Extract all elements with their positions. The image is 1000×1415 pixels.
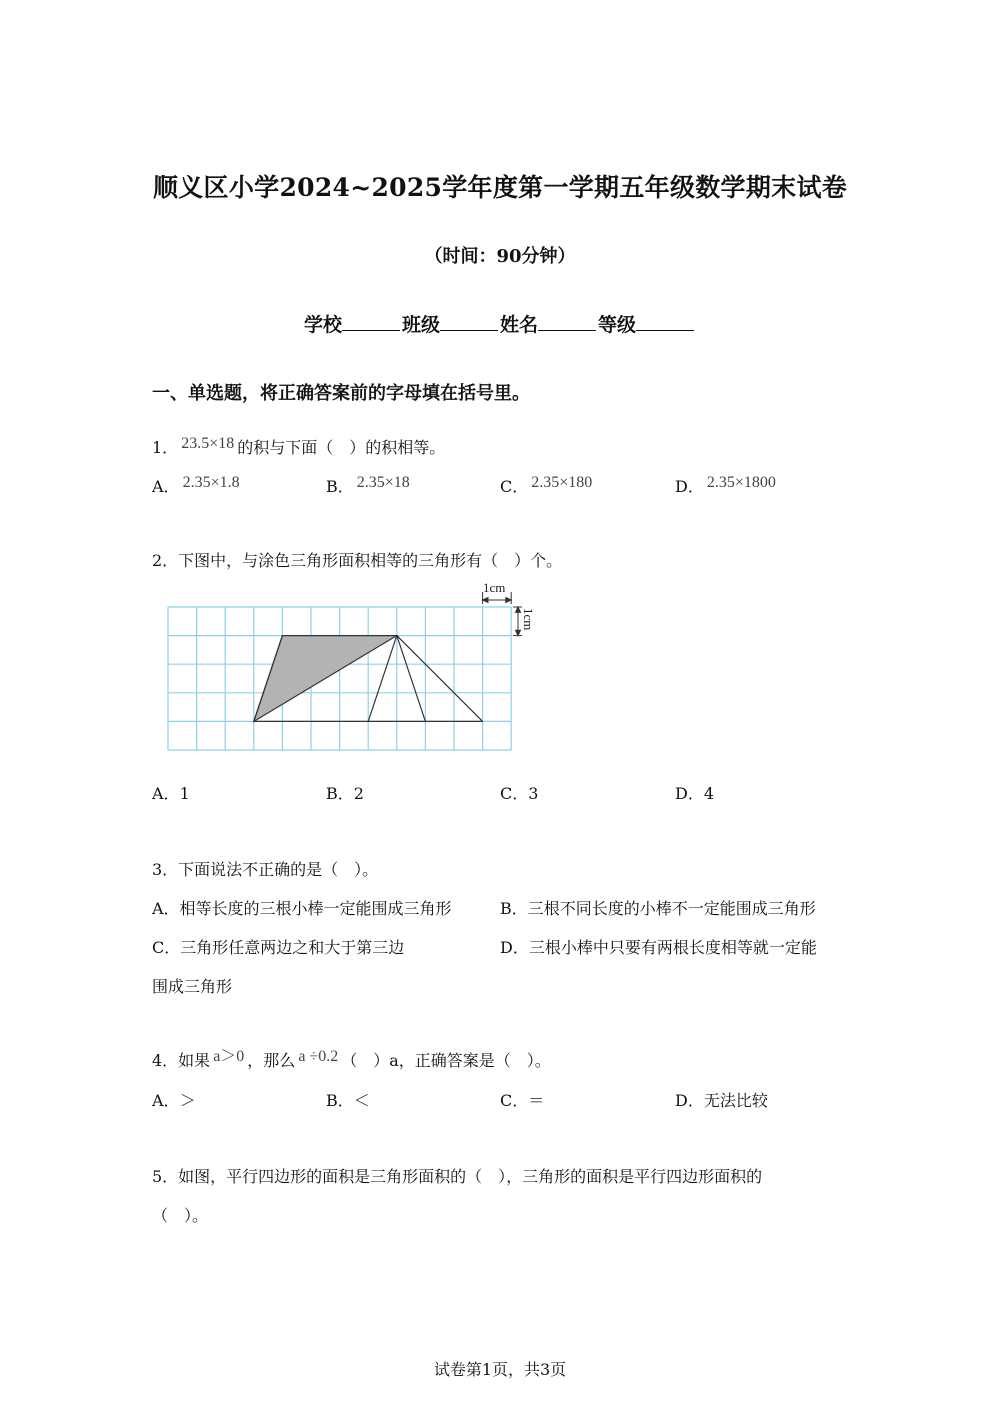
q4-option-b: B．＜ — [326, 1091, 370, 1110]
q3-option-d: D．三根小棒中只要有两根长度相等就一定能 — [500, 938, 817, 957]
q1-option-c: C． 2.35×180 — [500, 474, 593, 496]
question-2: 2．下图中，与涂色三角形面积相等的三角形有（ ）个。 — [152, 551, 563, 570]
q1-number: 1． — [152, 438, 179, 457]
q4-option-c: C．＝ — [500, 1091, 545, 1110]
question-4: 4．如果 a＞0 ，那么 a ÷0.2 （ ）a，正确答案是（ ）。 — [152, 1048, 551, 1070]
unit-label-horizontal: 1cm — [483, 580, 506, 595]
page-footer: 试卷第1页，共3页 — [433, 1360, 567, 1379]
field-class-label: 班级 — [401, 314, 440, 336]
section-heading: 一、单选题，将正确答案前的字母填在括号里。 — [152, 383, 530, 404]
field-class-blank — [440, 311, 498, 331]
q3-option-d-continued: 围成三角形 — [152, 977, 233, 996]
q1-option-d: D． 2.35×1800 — [675, 474, 776, 496]
q3-option-b: B．三根不同长度的小棒不一定能围成三角形 — [500, 899, 816, 918]
q4-option-a: A．＞ — [152, 1091, 196, 1110]
unit-marker-vertical — [513, 607, 522, 636]
q1-option-a: A． 2.35×1.8 — [152, 474, 240, 496]
unit-label-vertical: 1cm — [521, 608, 536, 631]
field-school-label: 学校 — [303, 314, 342, 336]
q1-option-b: B． 2.35×18 — [326, 474, 410, 496]
q1-expression: 23.5×18 — [181, 435, 235, 452]
triangle-grid-figure — [160, 578, 540, 756]
q2-option-c: C．3 — [500, 784, 539, 803]
q3-option-c: C．三角形任意两边之和大于第三边 — [152, 938, 405, 957]
grid-lines — [168, 607, 511, 750]
q3-option-a: A．相等长度的三根小棒一定能围成三角形 — [152, 899, 452, 918]
question-5-line-1: 5．如图，平行四边形的面积是三角形面积的（ ），三角形的面积是平行四边形面积的 — [152, 1167, 763, 1186]
question-1 — [152, 435, 445, 458]
q4-expression: a ÷0.2 — [298, 1048, 339, 1065]
q2-option-a: A．1 — [152, 784, 190, 803]
exam-title: 顺义区小学2024~2025学年度第一学期五年级数学期末试卷 — [152, 173, 848, 202]
q4-option-d: D．无法比较 — [675, 1091, 768, 1110]
field-grade-label: 等级 — [598, 314, 637, 336]
question-3: 3．下面说法不正确的是（ ）。 — [152, 860, 379, 879]
shaded-triangle — [254, 636, 397, 722]
question-5-line-2: （ ）。 — [152, 1206, 209, 1225]
q2-option-b: B．2 — [326, 784, 364, 803]
q4-condition: a＞0 — [213, 1048, 245, 1065]
q1-text: 的积与下面（ ）的积相等。 — [237, 438, 446, 457]
field-grade-blank — [636, 311, 694, 331]
field-name-label: 姓名 — [500, 314, 539, 336]
student-info-fields — [0, 310, 1000, 337]
field-name-blank — [538, 311, 596, 331]
q2-option-d: D．4 — [675, 784, 715, 803]
exam-time: （时间：90分钟） — [424, 246, 576, 267]
field-school-blank — [342, 311, 400, 331]
